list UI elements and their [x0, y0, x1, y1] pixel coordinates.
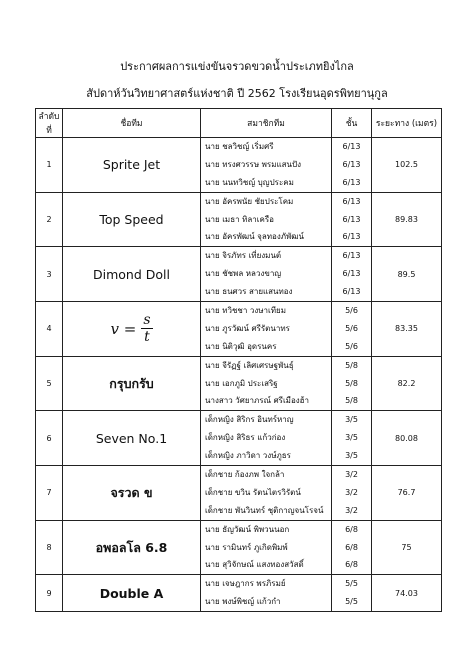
member-grade: 5/6	[345, 341, 358, 351]
member-grade: 5/8	[345, 378, 358, 388]
member-grade: 5/5	[345, 579, 358, 589]
distance-cell: 82.2	[372, 356, 442, 411]
table-row	[36, 411, 442, 466]
table-row	[36, 192, 442, 247]
member-grade: 5/8	[345, 360, 358, 370]
member-name: นาย จีรัฏฐ์ เลิศเศรษฐพันธุ์	[205, 360, 294, 370]
members-cell	[201, 138, 332, 193]
announcement-title: ประกาศผลการแข่งขันจรวดขวดน้ำประเภทยิงไกล	[120, 60, 354, 73]
distance-cell: 74.03	[372, 575, 442, 612]
rank-cell: 1	[36, 138, 63, 193]
table-row	[36, 247, 442, 302]
member-grade: 3/5	[345, 433, 358, 443]
distance-cell: 76.7	[372, 466, 442, 521]
member-grade: 6/13	[342, 214, 361, 224]
members-cell	[201, 356, 332, 411]
member-name: เด็กหญิง ภาวิดา วงษ์ภูธร	[205, 451, 291, 461]
members-cell	[201, 411, 332, 466]
distance-cell: 89.83	[372, 192, 442, 247]
team-name-cell: Dimond Doll	[63, 247, 201, 302]
member-grade: 3/2	[345, 487, 358, 497]
header-no: ลำดับที่	[36, 109, 63, 138]
grade-cell	[332, 247, 372, 302]
team-name-cell: Sprite Jet	[63, 138, 201, 193]
members-cell	[201, 192, 332, 247]
member-name: นาย ทรงศวรรษ พรมแสนปัง	[205, 159, 301, 169]
member-name: นาย เมธา ทิลาเครือ	[205, 214, 274, 224]
members-cell	[201, 520, 332, 575]
member-name: เด็กหญิง สิริกร อินทร์หาญ	[205, 415, 294, 425]
member-grade: 6/13	[342, 287, 361, 297]
member-grade: 3/5	[345, 451, 358, 461]
member-name: นาย นิติวุฒิ อุดรนคร	[205, 341, 277, 351]
team-name-cell: Top Speed	[63, 192, 201, 247]
table-row	[36, 520, 442, 575]
header-grade: ชั้น	[332, 109, 372, 138]
member-name: นาย จิรภัทร เที่ยงมนต์	[205, 251, 282, 261]
member-grade: 6/13	[342, 269, 361, 279]
member-name: นาย ทวิชชา วงษาเทียม	[205, 306, 286, 316]
team-name-cell	[63, 302, 201, 357]
member-name: นาย เจษฎากร พรภิรมย์	[205, 579, 286, 589]
member-name: นาย สุวิจักษณ์ แสงทองสวัสดิ์	[205, 560, 304, 570]
team-name-cell: Seven No.1	[63, 411, 201, 466]
member-grade: 6/13	[342, 196, 361, 206]
formula-numerator: s	[143, 312, 151, 329]
results-table	[35, 108, 442, 612]
rank-cell: 8	[36, 520, 63, 575]
member-grade: 3/5	[345, 415, 358, 425]
member-name: นาย ธนศวร สายแสนทอง	[205, 287, 293, 297]
distance-cell: 75	[372, 520, 442, 575]
grade-cell	[332, 411, 372, 466]
member-grade: 3/2	[345, 505, 358, 515]
grade-cell	[332, 302, 372, 357]
members-cell	[201, 575, 332, 612]
header-row	[36, 109, 442, 138]
member-grade: 5/6	[345, 323, 358, 333]
member-name: นาย ชัชพล หลวงขาญ	[205, 269, 282, 279]
formula-fraction	[141, 313, 152, 344]
rank-cell: 2	[36, 192, 63, 247]
grade-cell	[332, 575, 372, 612]
distance-cell: 80.08	[372, 411, 442, 466]
member-name: นาย เอกภูมิ ประเสริฐ	[205, 378, 278, 388]
member-grade: 5/5	[345, 597, 358, 607]
member-grade: 6/8	[345, 560, 358, 570]
table-row	[36, 575, 442, 612]
rank-cell: 4	[36, 302, 63, 357]
members-cell	[201, 302, 332, 357]
distance-cell: 102.5	[372, 138, 442, 193]
member-grade: 6/13	[342, 159, 361, 169]
table-row	[36, 138, 442, 193]
header-distance: ระยะทาง (เมตร)	[372, 109, 442, 138]
team-name-cell: จรวด ข	[63, 466, 201, 521]
table-row	[36, 356, 442, 411]
distance-cell: 83.35	[372, 302, 442, 357]
member-name: นาย ธัญวัฒน์ พิพวนนอก	[205, 524, 290, 534]
member-name: เด็กชาย ก้องภพ ใจกล้า	[205, 470, 285, 480]
member-grade: 6/13	[342, 232, 361, 242]
member-grade: 6/8	[345, 542, 358, 552]
rank-cell: 3	[36, 247, 63, 302]
member-name: นาย อัครพนัย ชัยประโคม	[205, 196, 294, 206]
rank-cell: 6	[36, 411, 63, 466]
member-name: นาย อัครพัฒน์ จุลทองภัพัฒน์	[205, 232, 304, 242]
member-name: เด็กชาย พันวินทร์ ชุติกาญจนโรจน์	[205, 505, 324, 515]
member-grade: 6/8	[345, 524, 358, 534]
grade-cell	[332, 520, 372, 575]
member-grade: 3/2	[345, 470, 358, 480]
member-grade: 6/13	[342, 142, 361, 151]
rank-cell: 5	[36, 356, 63, 411]
member-name: เด็กหญิง สิริธร แก้วก่อง	[205, 433, 286, 443]
members-cell	[201, 247, 332, 302]
team-formula	[111, 313, 153, 344]
team-name-cell: อพอลโล 6.8	[63, 520, 201, 575]
member-name: นาย ภูรวัฒน์ ศรีรัตนาทร	[205, 323, 290, 333]
member-grade: 5/6	[345, 306, 358, 316]
member-name: นาย รามินทร์ ภูเกิดพิมพ์	[205, 542, 288, 552]
formula-left: v =	[110, 319, 137, 338]
members-cell	[201, 466, 332, 521]
team-name-cell: Double A	[63, 575, 201, 612]
member-name: นาย พงษ์พิชญ์ แก้วกำ	[205, 597, 281, 607]
grade-cell	[332, 192, 372, 247]
table-row	[36, 302, 442, 357]
member-name: นางสาว วัศยาภรณ์ ศรีเมืองฮ้า	[205, 396, 310, 406]
header-team: ชื่อทีม	[63, 109, 201, 138]
member-name: นาย นนทวิชญ์ บุญประคม	[205, 177, 294, 187]
rank-cell: 7	[36, 466, 63, 521]
team-name-cell: กรุบกรับ	[63, 356, 201, 411]
member-grade: 6/13	[342, 177, 361, 187]
grade-cell	[332, 356, 372, 411]
rank-cell: 9	[36, 575, 63, 612]
member-grade: 5/8	[345, 396, 358, 406]
grade-cell	[332, 138, 372, 193]
event-subtitle: สัปดาห์วันวิทยาศาสตร์แห่งชาติ ปี 2562 โรงเรียนอุดรพิทยานุกูล	[86, 87, 388, 100]
member-grade: 6/13	[342, 251, 361, 261]
header-members: สมาชิกทีม	[201, 109, 332, 138]
distance-cell: 89.5	[372, 247, 442, 302]
table-row	[36, 466, 442, 521]
member-name: นาย ชลวิชญ์ เริ่มศรี	[205, 142, 274, 151]
formula-denominator: t	[144, 329, 150, 346]
member-name: เด็กชาย ขวิน รัตนไตรวิรัตน์	[205, 487, 301, 497]
grade-cell	[332, 466, 372, 521]
